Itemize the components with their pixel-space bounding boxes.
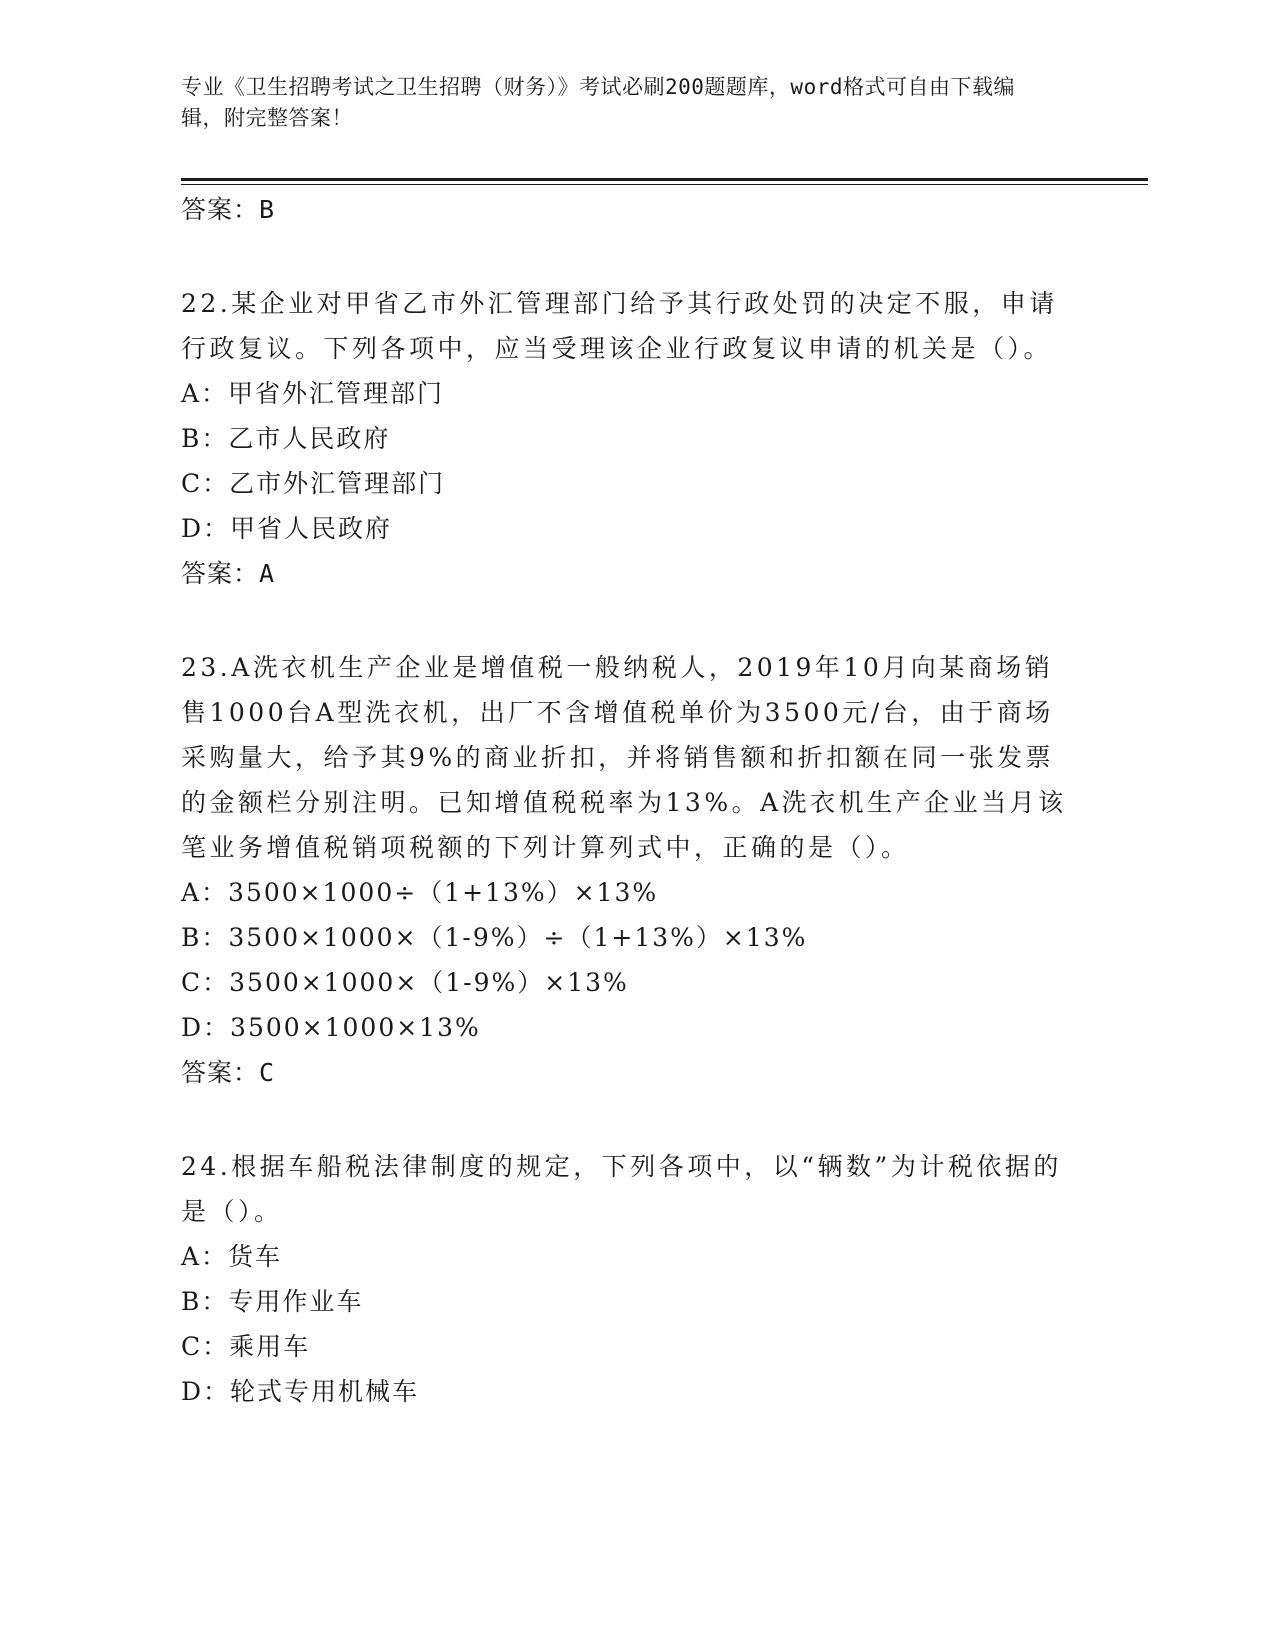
answer-q23: 答案：C — [181, 1058, 276, 1087]
option-c: C：乙市外汇管理部门 — [181, 469, 446, 498]
question-stem: 24.根据车船税法律制度的规定，下列各项中，以“辆数”为计税依据的是（）。 — [181, 1152, 1062, 1226]
answer-q22: 答案：A — [181, 559, 276, 588]
option-b: B：专用作业车 — [181, 1287, 364, 1316]
header-divider-thick — [181, 178, 1148, 181]
option-a: A：甲省外汇管理部门 — [181, 379, 445, 408]
option-b: B：3500×1000×（1-9%）÷（1+13%）×13% — [181, 923, 808, 952]
option-d: D：甲省人民政府 — [181, 514, 393, 543]
question-stem: 23.A洗衣机生产企业是增值税一般纳税人，2019年10月向某商场销售1000台A型洗衣机，出厂不含增值税单价为3500元/台，由于商场采购量大，给予其9%的商业折扣，并将销售额和折扣额在同一张发票的金额栏分别注明。已知增值税税率为13%。A洗衣机生产企业当月该笔业务增值税销项税额的下列计算列式中，正确的是（）。 — [181, 653, 1067, 862]
option-d: D：轮式专用机械车 — [181, 1377, 420, 1406]
question-stem: 22.某企业对甲省乙市外汇管理部门给予其行政处罚的决定不服，申请行政复议。下列各项中，应当受理该企业行政复议申请的机关是（）。 — [181, 289, 1058, 363]
answer-q21: 答案：B — [181, 195, 276, 224]
question-list — [181, 187, 1081, 1414]
question-24 — [181, 1144, 1081, 1414]
header-divider-thin — [181, 184, 1148, 185]
option-d: D：3500×1000×13% — [181, 1013, 481, 1042]
question-22 — [181, 281, 1081, 551]
option-a: A：3500×1000÷（1+13%）×13% — [181, 878, 659, 907]
page-header: 专业《卫生招聘考试之卫生招聘（财务）》考试必刷200题题库，word格式可自由下载编辑，附完整答案！ — [181, 75, 1015, 130]
option-c: C：乘用车 — [181, 1332, 311, 1361]
option-b: B：乙市人民政府 — [181, 424, 391, 453]
option-a: A：货车 — [181, 1242, 283, 1271]
option-c: C：3500×1000×（1-9%）×13% — [181, 968, 629, 997]
question-23 — [181, 645, 1081, 1050]
